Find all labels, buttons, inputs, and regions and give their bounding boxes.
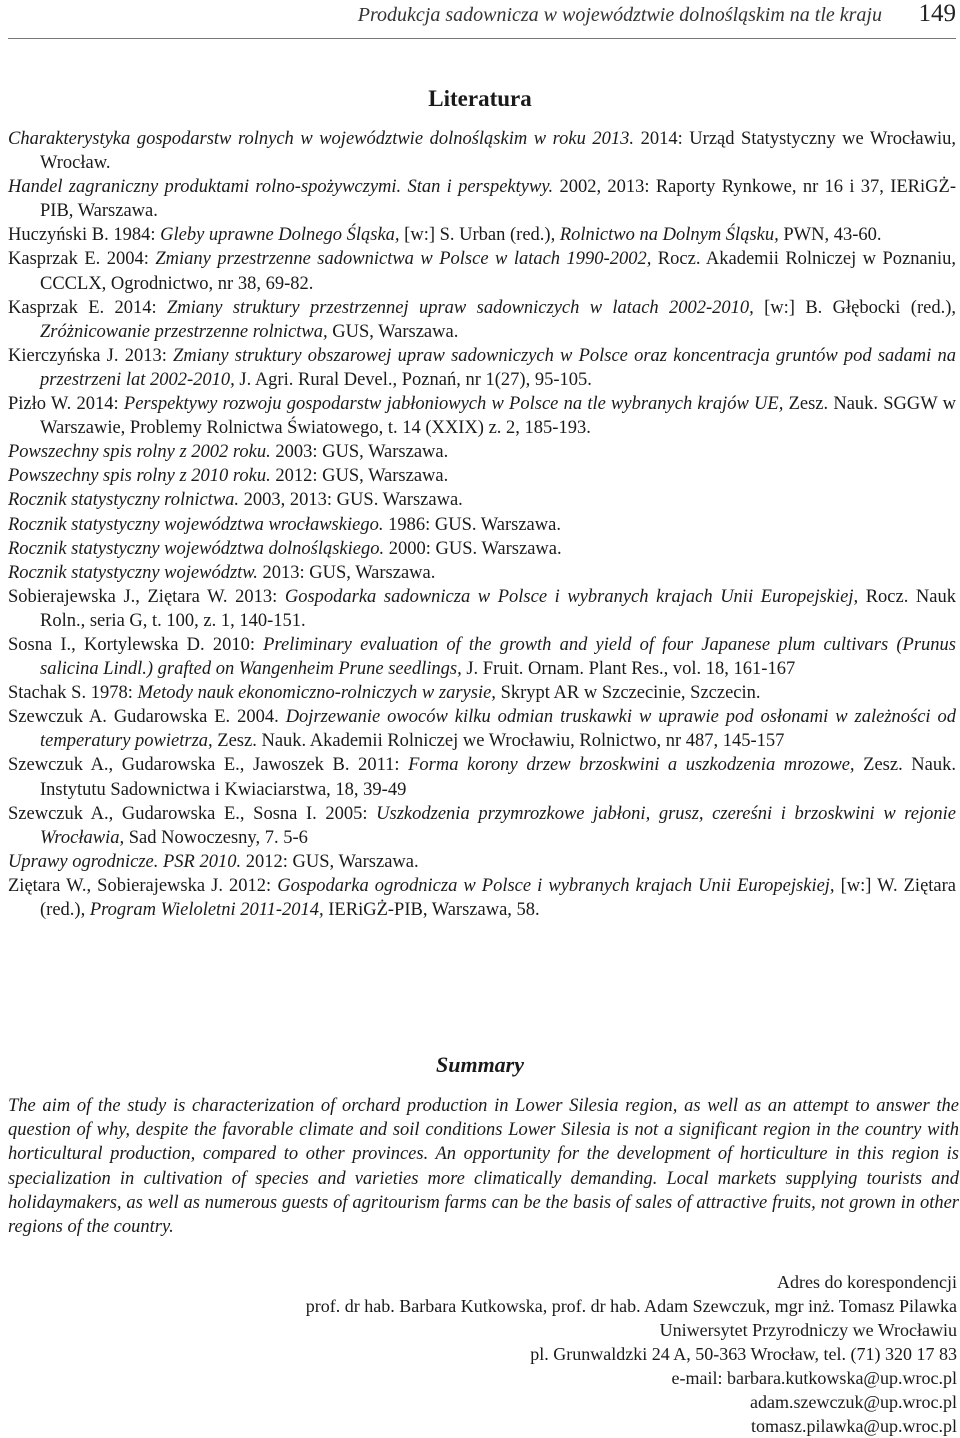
reference-title: Perspektywy rozwoju gospodarstw jabłoniowych w Polsce na tle wybranych krajów UE, [123,394,784,415]
reference-entry [8,513,956,537]
address-authors: prof. dr hab. Barbara Kutkowska, prof. dr hab. Adam Szewczuk, mgr inż. Tomasz Pilawka [305,1296,957,1316]
reference-entry [8,344,956,392]
reference-text: Zesz. Nauk. Akademii Rolniczej we Wrocławiu, Rolnictwo, nr 487, 145-157 [212,731,785,752]
reference-text: Sobierajewska J., Ziętara W. 2013: [8,586,285,607]
address-street: pl. Grunwaldzki 24 A, 50-363 Wrocław, tel. (71) 320 17 83 [530,1344,957,1364]
reference-text: Szewczuk A., Gudarowska E., Sosna I. 2005: [8,803,377,824]
reference-text: 2002, 2013: Raporty Rynkowe, nr 16 i 37, IERiGŻ-PIB, Warszawa. [40,177,956,222]
reference-entry [8,440,956,464]
reference-title: Gospodarka sadownicza w Polsce i wybranych krajach Unii Europejskiej, [284,586,859,607]
reference-title: Zmiany struktury obszarowej upraw sadowniczych w Polsce oraz koncentracja gruntów pod sadami na przestrzeni lat 2002-2010, [40,345,956,390]
reference-text: Skrypt AR w Szczecinie, Szczecin. [495,683,761,704]
reference-entry [8,802,956,850]
reference-title: Program Wieloletni 2011-2014, [89,900,324,920]
reference-title: Metody nauk ekonomiczno-rolniczych w zarysie, [137,683,496,704]
reference-entry [8,585,956,633]
reference-title: Powszechny spis rolny z 2010 roku. [8,466,271,487]
reference-text: Sad Nowoczesny, 7. 5-6 [124,827,308,848]
reference-title: Gospodarka ogrodnicza w Polsce i wybranych krajach Unii Europejskiej, [277,875,835,896]
reference-title: Rocznik statystyczny województwa wrocławskiego. [8,514,384,535]
reference-title: Zmiany struktury przestrzennej upraw sadowniczych w latach 2002-2010, [166,297,754,318]
reference-text: GUS, Warszawa. [327,321,459,342]
summary-text: The aim of the study is characterization of orchard production in Lower Silesia region, as well as an attempt to answer the question of why, despite the favorable climate and soil conditions Lower Silesia is not a significant region in the country with horticultural production, compared to other provinces. An opportunity for the development of horticulture in this region is specialization in cultivation of species and varieties more climatically demanding. Local markets supplying tourists and holidaymakers, as well as numerous guests of agritourism farms can be the basis of sales of attractive fruits, not grown in other regions of the country. [8,1096,959,1238]
reference-entry [8,223,956,247]
reference-text: Sosna I., Kortylewska D. 2010: [8,634,264,655]
address-email-1: e-mail: barbara.kutkowska@up.wroc.pl [671,1368,957,1388]
reference-entry [8,175,956,223]
address-email-3: tomasz.pilawka@up.wroc.pl [750,1416,957,1436]
reference-title: Powszechny spis rolny z 2002 roku. [8,442,271,463]
address-label: Adres do korespondencji [777,1272,957,1292]
reference-title: Rolnictwo na Dolnym Śląsku, [559,225,779,246]
address-institution: Uniwersytet Przyrodniczy we Wrocławiu [659,1320,957,1340]
reference-text: Szewczuk A., Gudarowska E., Jawoszek B. 2011: [8,755,409,776]
reference-title: Rocznik statystyczny rolnictwa. [8,490,240,511]
reference-text: IERiGŻ-PIB, Warszawa, 58. [323,900,540,920]
reference-text: 2013: GUS, Warszawa. [257,562,436,583]
reference-entry [8,488,956,512]
reference-text: PWN, 43-60. [778,225,882,246]
reference-text: 2014: Urząd Statystyczny we Wrocławiu, Wrocław. [40,129,956,174]
reference-title: Zmiany przestrzenne sadownictwa w Polsce w latach 1990-2002, [155,249,652,270]
reference-entry [8,247,956,295]
reference-text: Zesz. Nauk. Instytutu Sadownictwa i Kwiaciarstwa, 18, 39-49 [40,755,956,800]
reference-text: Huczyński B. 1984: [8,225,161,246]
address-email-2: adam.szewczuk@up.wroc.pl [750,1392,957,1412]
summary-heading: Summary [435,1052,525,1077]
reference-text: Stachak S. 1978: [8,683,138,704]
reference-entry [8,681,956,705]
reference-text: J. Agri. Rural Devel., Poznań, nr 1(27), 95-105. [234,369,592,390]
reference-text: 2003, 2013: GUS. Warszawa. [239,490,463,511]
page-number: 149 [918,0,956,27]
reference-title: Forma korony drzew brzoskwini a uszkodzenia mrozowe, [408,755,855,776]
reference-entry [8,874,956,922]
reference-text: Rocz. Akademii Rolniczej w Poznaniu, CCCLX, Ogrodnictwo, nr 38, 69-82. [40,249,956,294]
reference-entry [8,464,956,488]
reference-entry [8,753,956,801]
reference-entry [8,537,956,561]
reference-text: Rocz. Nauk Roln., seria G, t. 100, z. 1, 140-151. [40,586,956,631]
reference-title: Dojrzewanie owoców kilku odmian truskawki w uprawie pod osłonami w zależności od temperatury powietrza, [40,707,956,752]
reference-title: Preliminary evaluation of the growth and yield of four Japanese plum cultivars (Prunus salicina Lindl.) grafted on Wangenheim Prune seedlings, [40,634,956,680]
reference-entry [8,127,956,175]
reference-text: 2012: GUS, Warszawa. [270,466,449,487]
reference-text: Zesz. Nauk. SGGW w Warszawie, Problemy Rolnictwa Światowego, t. 14 (XXIX) z. 2, 185-193. [40,394,956,439]
reference-text: Kasprzak E. 2004: [8,249,156,270]
running-header [0,0,960,40]
reference-text: Szewczuk A. Gudarowska E. 2004. [8,707,286,728]
reference-text: [w:] S. Urban (red.), [399,225,560,246]
reference-entry [8,850,956,874]
reference-title: Rocznik statystyczny województwa dolnośląskiego. [8,538,385,559]
reference-title: Uprawy ogrodnicze. PSR 2010. [8,851,242,872]
header-rule [8,38,956,39]
reference-text: Ziętara W., Sobierajewska J. 2012: [8,875,278,896]
reference-text: Kierczyńska J. 2013: [8,345,174,366]
reference-text: 2003: GUS, Warszawa. [270,442,449,463]
reference-text: Pizło W. 2014: [8,394,124,415]
reference-title: Gleby uprawne Dolnego Śląska, [160,225,400,246]
literature-heading: Literatura [428,86,532,111]
reference-text: [w:] W. Ziętara (red.), [40,875,956,920]
reference-title: Charakterystyka gospodarstw rolnych w województwie dolnośląskim w roku 2013. [8,129,635,149]
reference-text: 2000: GUS. Warszawa. [384,538,562,559]
reference-entry [8,561,956,585]
reference-title: Uszkodzenia przymrozkowe jabłoni, grusz, czereśni i brzoskwini w rejonie Wrocławia, [40,803,956,848]
reference-list [8,127,956,922]
reference-entry [8,705,956,753]
reference-entry [8,633,956,681]
reference-text: 1986: GUS. Warszawa. [383,514,561,535]
reference-text: J. Fruit. Ornam. Plant Res., vol. 18, 161-167 [461,659,796,680]
reference-entry [8,296,956,344]
reference-text: 2012: GUS, Warszawa. [241,851,419,872]
reference-title: Rocznik statystyczny województw. [8,562,258,583]
reference-entry [8,392,956,440]
reference-text: [w:] B. Głębocki (red.), [753,297,956,318]
reference-text: Kasprzak E. 2014: [8,297,167,318]
running-title: Produkcja sadownicza w województwie dolnośląskim na tle kraju [357,4,882,26]
reference-title: Handel zagraniczny produktami rolno-spożywczymi. Stan i perspektywy. [8,177,554,198]
reference-title: Zróżnicowanie przestrzenne rolnictwa, [40,321,328,342]
correspondence-address [306,1270,957,1438]
